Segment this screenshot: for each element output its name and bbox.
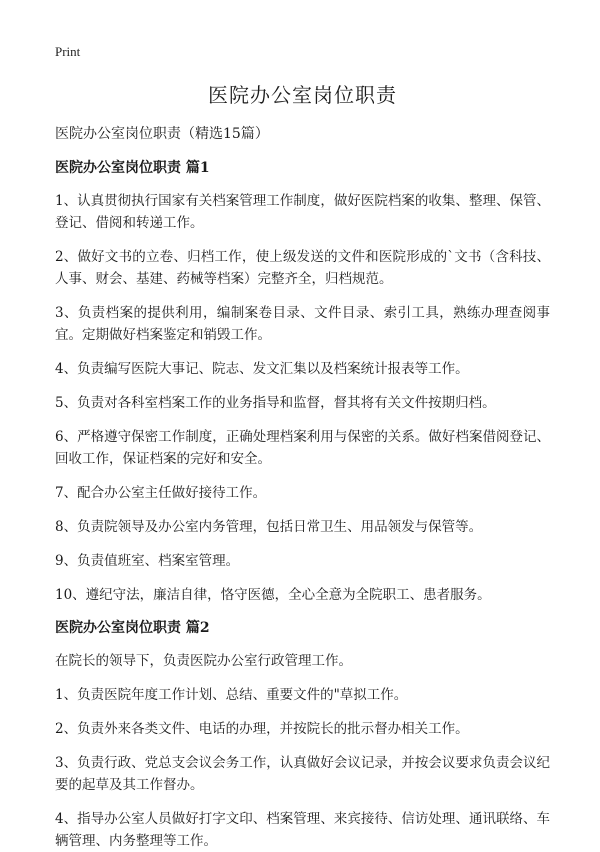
paragraph: 1、认真贯彻执行国家有关档案管理工作制度，做好医院档案的收集、整理、保管、登记、借阅和转递工作。: [55, 193, 550, 231]
paragraph: 8、负责院领导及办公室内务管理，包括日常卫生、用品领发与保管等。: [55, 519, 483, 535]
paragraph: 1、负责医院年度工作计划、总结、重要文件的"草拟工作。: [55, 687, 408, 703]
paragraph: 4、负责编写医院大事记、院志、发文汇集以及档案统计报表等工作。: [55, 361, 469, 377]
paragraph: 2、负责外来各类文件、电话的办理，并按院长的批示督办相关工作。: [55, 721, 469, 737]
paragraph: 7、配合办公室主任做好接待工作。: [55, 485, 267, 501]
document-subtitle: 医院办公室岗位职责（精选15篇）: [55, 126, 269, 142]
paragraph: 6、严格遵守保密工作制度，正确处理档案利用与保密的关系。做好档案借阅登记、回收工作，保证档案的完好和安全。: [55, 429, 550, 467]
section-heading: 医院办公室岗位职责 篇2: [55, 620, 210, 636]
print-label: Print: [55, 44, 81, 59]
paragraph: 在院长的领导下，负责医院办公室行政管理工作。: [55, 653, 352, 669]
paragraph: 3、负责档案的提供利用，编制案卷目录、文件目录、索引工具，熟练办理查阅事宜。定期做好档案鉴定和销毁工作。: [55, 305, 550, 343]
document-title: 医院办公室岗位职责: [208, 83, 397, 107]
paragraph: 5、负责对各科室档案工作的业务指导和监督，督其将有关文件按期归档。: [55, 395, 496, 411]
section-heading: 医院办公室岗位职责 篇1: [55, 160, 210, 176]
paragraph: 9、负责值班室、档案室管理。: [55, 553, 240, 569]
paragraph: 2、做好文书的立卷、归档工作，使上级发送的文件和医院形成的`文书（含科技、人事、财会、基建、药械等档案）完整齐全，归档规范。: [55, 249, 550, 287]
paragraph: 10、遵纪守法，廉洁自律，恪守医德，全心全意为全院职工、患者服务。: [55, 587, 491, 603]
section-1: [55, 158, 550, 606]
section-2: [55, 618, 550, 852]
paragraph: 3、负责行政、党总支会议会务工作，认真做好会议记录，并按会议要求负责会议纪要的起草及其工作督办。: [55, 755, 550, 793]
paragraph: 4、指导办公室人员做好打字文印、档案管理、来宾接待、信访处理、通讯联络、车辆管理、内务整理等工作。: [55, 811, 550, 849]
